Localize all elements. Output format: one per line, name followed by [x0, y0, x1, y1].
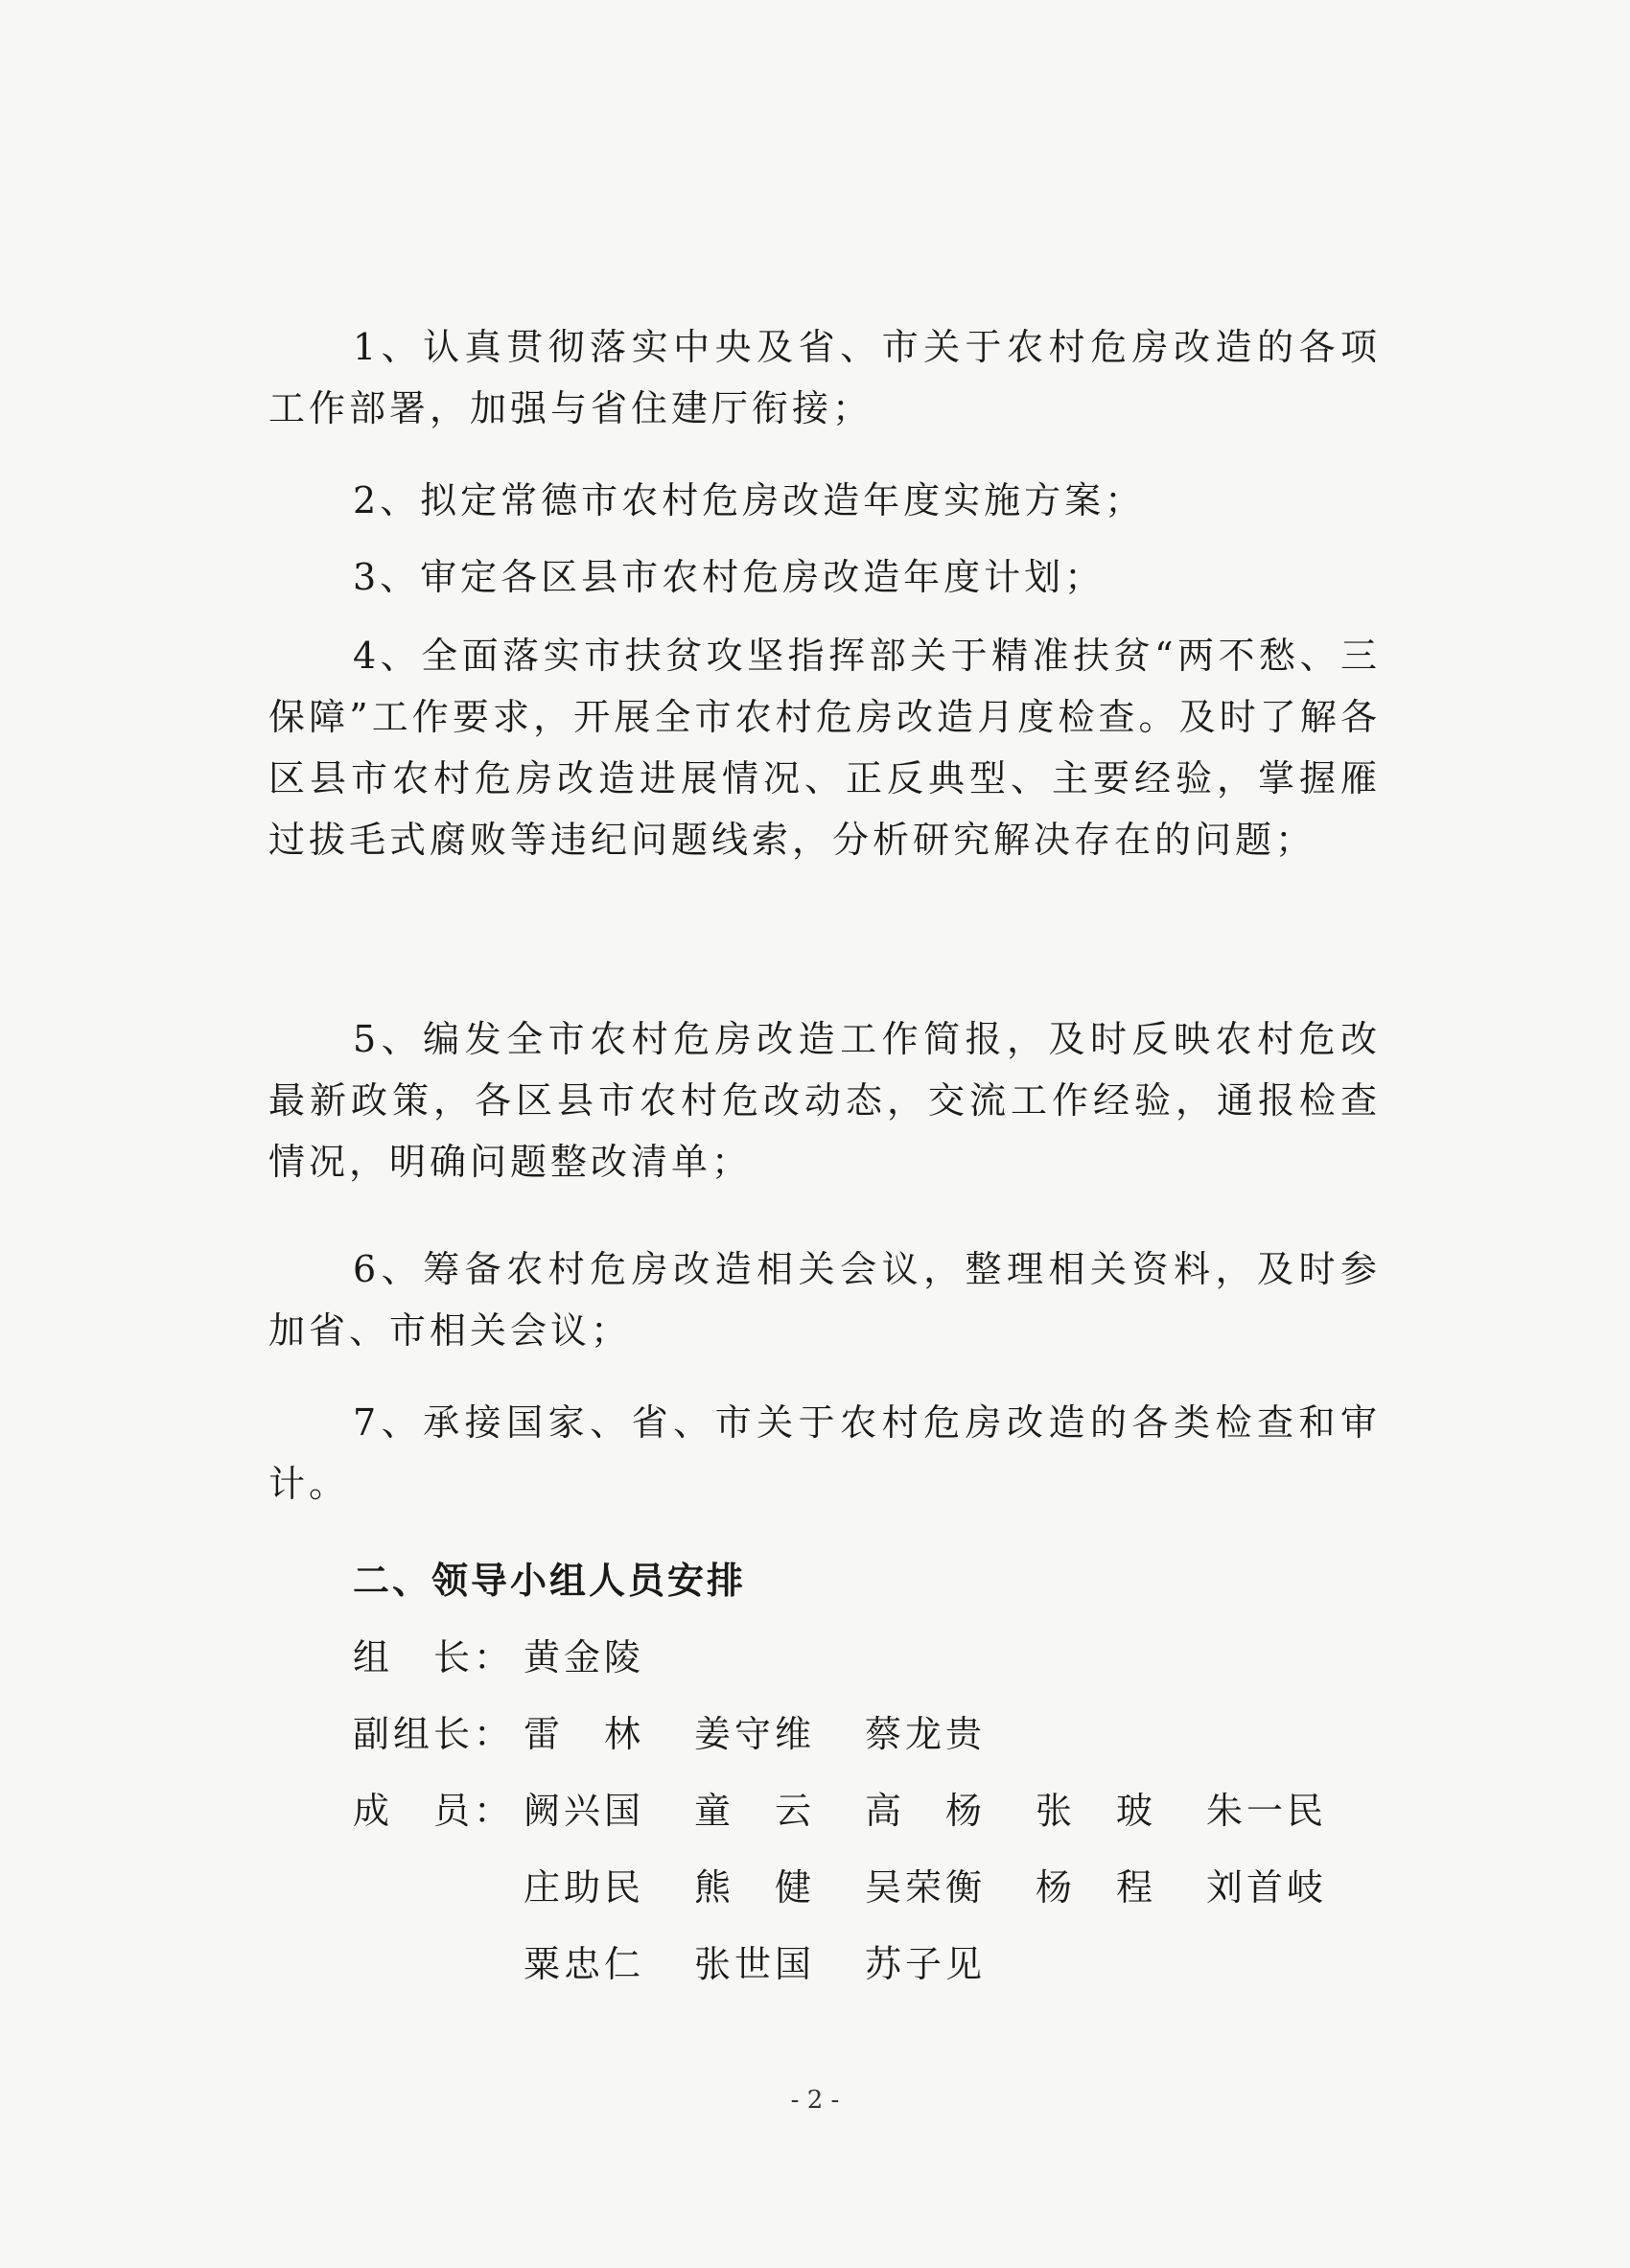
paragraph-5: 5、编发全市农村危房改造工作简报，及时反映农村危改最新政策，各区县市农村危改动态，交流工作经验，通报检查情况，明确问题整改清单；	[268, 1018, 1381, 1183]
members-label: 成 员：	[353, 1790, 515, 1832]
member-name: 张世国	[694, 1943, 816, 1985]
member-name: 童 云	[694, 1790, 816, 1832]
leader-row	[353, 1628, 644, 1680]
deputy-name: 蔡龙贵	[865, 1713, 987, 1755]
member-name: 粟忠仁	[524, 1943, 645, 1985]
paragraph-6: 6、筹备农村危房改造相关会议，整理相关资料，及时参加省、市相关会议；	[268, 1248, 1381, 1352]
member-name: 张 玻	[1036, 1790, 1157, 1832]
member-name: 高 杨	[865, 1790, 987, 1832]
member-name: 阙兴国	[524, 1790, 645, 1832]
paragraph-3: 3、审定各区县市农村危房改造年度计划；	[353, 556, 1106, 598]
member-name: 刘首岐	[1206, 1866, 1328, 1909]
member-name: 熊 健	[694, 1866, 816, 1909]
members-row-1	[353, 1781, 1327, 1834]
section-heading: 二、领导小组人员安排	[353, 1560, 747, 1602]
member-name: 朱一民	[1206, 1790, 1328, 1832]
member-name: 苏子见	[865, 1943, 987, 1985]
paragraph-4: 4、全面落实市扶贫攻坚指挥部关于精准扶贫“两不愁、三保障”工作要求，开展全市农村危房改造月度检查。及时了解各区县市农村危房改造进展情况、正反典型、主要经验，掌握雁过拔毛式腐败等违纪问题线索，分析研究解决存在的问题；	[268, 635, 1381, 861]
members-row-3	[524, 1934, 986, 1987]
member-name: 吴荣衡	[865, 1866, 987, 1909]
leader-name: 黄金陵	[524, 1636, 645, 1678]
deputy-name: 雷 林	[524, 1713, 645, 1755]
deputy-name: 姜守维	[694, 1713, 816, 1755]
deputy-label: 副组长：	[353, 1713, 515, 1755]
leader-label: 组 长：	[353, 1636, 515, 1678]
member-name: 杨 程	[1036, 1866, 1157, 1909]
page-number: - 2 -	[790, 2086, 840, 2115]
deputy-row	[353, 1704, 986, 1757]
paragraph-2: 2、拟定常德市农村危房改造年度实施方案；	[353, 479, 1146, 521]
paragraph-1: 1、认真贯彻落实中央及省、市关于农村危房改造的各项工作部署，加强与省住建厅衔接；	[268, 326, 1381, 429]
paragraph-7: 7、承接国家、省、市关于农村危房改造的各类检查和审计。	[268, 1401, 1381, 1505]
members-row-2	[524, 1858, 1327, 1910]
member-name: 庄助民	[524, 1866, 645, 1909]
